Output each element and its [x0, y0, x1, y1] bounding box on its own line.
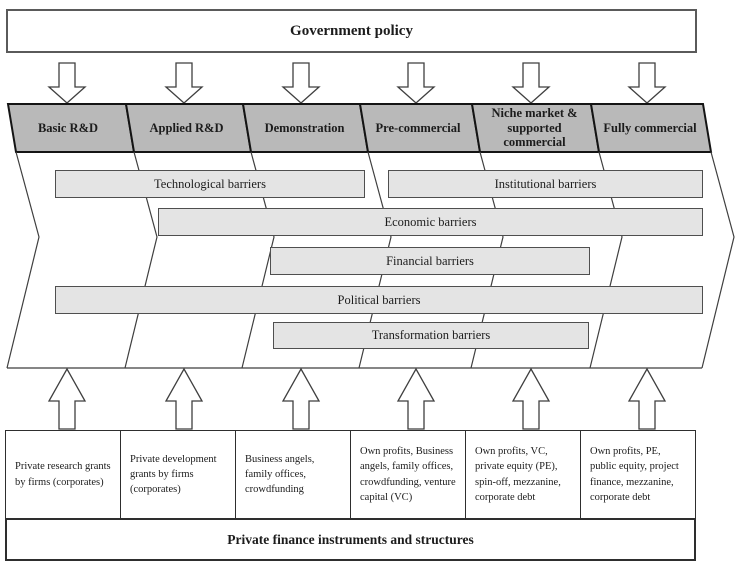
stage-label-applied-rd: Applied R&D	[149, 120, 224, 135]
barrier-technological	[55, 170, 365, 198]
up-arrow-icon	[398, 369, 434, 429]
up-arrow-icon	[629, 369, 665, 429]
finance-source-cell-basic	[6, 431, 121, 518]
up-arrow-icon	[49, 369, 85, 429]
stage-label-pre-commercial: Pre-commercial	[375, 120, 461, 135]
barrier-label: Technological barriers	[154, 176, 266, 191]
stage-label-demonstration: Demonstration	[264, 120, 345, 135]
stage-label-basic-rd: Basic R&D	[37, 120, 99, 135]
finance-source-text: Business angels, family offices, crowdfunding	[245, 453, 315, 496]
stage-divider-line	[702, 152, 734, 368]
down-arrow-icon	[398, 63, 434, 103]
down-arrow-icon	[166, 63, 202, 103]
down-arrow-icon	[283, 63, 319, 103]
down-arrows-group	[49, 63, 665, 103]
barrier-financial	[270, 247, 590, 275]
down-arrow-icon	[49, 63, 85, 103]
barrier-label: Economic barriers	[384, 214, 477, 229]
stage-divider-line	[7, 152, 39, 368]
down-arrow-icon	[513, 63, 549, 103]
finance-source-cell-demonstration	[236, 431, 351, 518]
barrier-transformation	[273, 322, 589, 349]
up-arrows-group	[49, 369, 665, 429]
down-arrow-icon	[629, 63, 665, 103]
finance-source-cell-applied	[121, 431, 236, 518]
stage-label-fully-commercial: Fully commercial	[603, 120, 697, 135]
private-finance-label: Private finance instruments and structures	[227, 531, 474, 547]
finance-source-text: Private development grants by firms (corporates)	[130, 453, 217, 496]
up-arrow-icon	[166, 369, 202, 429]
government-policy-box	[6, 9, 697, 53]
finance-source-text: Own profits, VC, private equity (PE), spin-off, mezzanine, corporate debt	[475, 446, 561, 503]
finance-source-text: Private research grants by firms (corporates)	[15, 461, 111, 488]
stage-label-niche-market: Niche market & supported commercial	[491, 105, 578, 150]
finance-source-cell-fully	[581, 431, 695, 518]
barrier-institutional	[388, 170, 703, 198]
up-arrow-icon	[283, 369, 319, 429]
finance-source-text: Own profits, Business angels, family offices, crowdfunding, venture capital (VC)	[360, 446, 456, 503]
barrier-label: Transformation barriers	[371, 328, 491, 342]
barrier-label: Financial barriers	[386, 253, 474, 268]
up-arrow-icon	[513, 369, 549, 429]
finance-source-cell-pre-commercial	[351, 431, 466, 518]
finance-source-text: Own profits, PE, public equity, project finance, mezzanine, corporate debt	[590, 446, 679, 503]
barrier-label: Institutional barriers	[494, 176, 597, 191]
barrier-political	[55, 286, 703, 314]
barrier-label: Political barriers	[337, 292, 421, 307]
barrier-economic	[158, 208, 703, 236]
private-finance-bar	[5, 518, 696, 561]
government-policy-label: Government policy	[290, 22, 413, 39]
finance-sources-row	[5, 430, 696, 518]
finance-source-cell-niche	[466, 431, 581, 518]
